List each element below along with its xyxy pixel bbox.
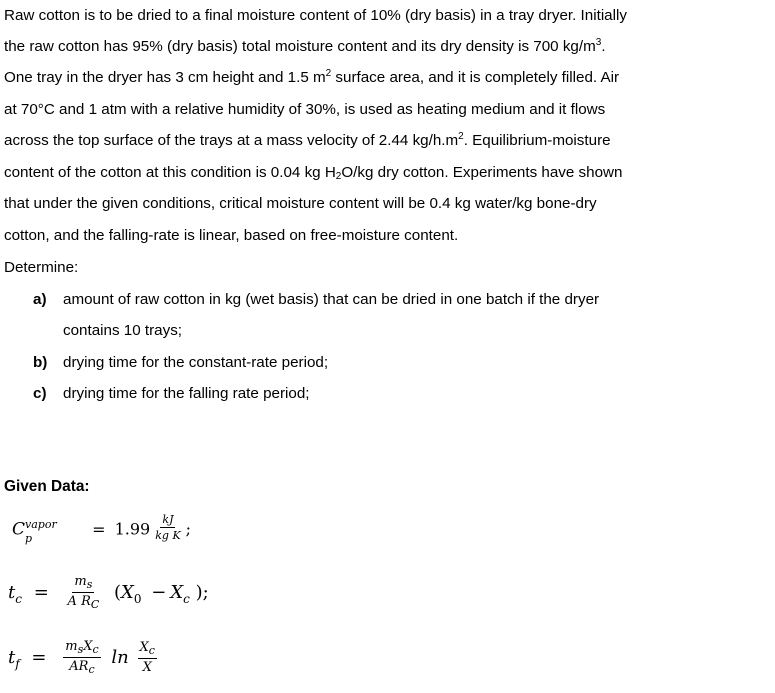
determine-label: Determine: <box>4 259 79 276</box>
tc-open-paren: ( <box>114 582 122 604</box>
tf-num-m-sub: s <box>77 643 84 656</box>
tc-num-var: m <box>74 574 87 589</box>
task-a-text: amount of raw cotton in kg (wet basis) that can be dried in one batch if the dryer <box>63 291 600 308</box>
problem-line-2 <box>4 31 760 62</box>
tc-x0-sub: 0 <box>133 592 142 607</box>
tf-num-m: m <box>65 639 78 654</box>
task-a-text-line-2: contains 10 trays; <box>63 322 183 339</box>
problem-line-3 <box>4 62 760 93</box>
problem-line-1 <box>4 0 760 31</box>
tf-den-sub: c <box>88 663 95 677</box>
problem-line-7 <box>4 188 760 219</box>
tc-den-sub: C <box>90 598 100 612</box>
problem-line-6 <box>4 157 760 188</box>
tc-denominator <box>66 593 102 611</box>
cp-unit-fraction <box>153 514 182 542</box>
task-b-label: b) <box>33 354 48 371</box>
tf-ln-num-sub: c <box>148 643 155 657</box>
cp-superscript: vapor <box>25 518 57 531</box>
cp-unit-numerator: kJ <box>160 514 175 528</box>
problem-line-2-end: . <box>601 38 606 55</box>
tf-subscript: f <box>15 657 20 672</box>
square-superscript: 2 <box>325 68 332 79</box>
tc-numerator <box>72 575 94 593</box>
tf-symbol: t <box>8 647 16 669</box>
tc-symbol: t <box>8 582 16 604</box>
equation-tc <box>8 575 209 611</box>
tc-fraction <box>66 575 102 611</box>
cp-semicolon: ; <box>185 519 192 539</box>
problem-line-5-text: across the top surface of the trays at a mass velocity of 2.44 kg/h.m <box>4 132 459 149</box>
tc-den-r: R <box>81 594 91 610</box>
given-data-heading: Given Data: <box>4 478 90 495</box>
problem-line-2-text: the raw cotton has 95% (dry basis) total moisture content and its dry density is 700 kg/m <box>4 38 596 55</box>
tc-x0: X <box>121 582 134 604</box>
tf-numerator <box>63 640 100 658</box>
problem-line-7-text: that under the given conditions, critical moisture content will be 0.4 kg water/kg bone-dry <box>4 195 597 212</box>
cp-symbol: C <box>12 519 26 540</box>
tf-num-x: X <box>83 639 93 654</box>
cp-unit-denominator: kg K <box>155 529 181 543</box>
problem-line-4 <box>4 94 760 125</box>
tf-den-ar: AR <box>69 659 89 675</box>
tf-equals: = <box>31 647 47 669</box>
problem-line-6-end: O/kg dry cotton. Experiments have shown <box>341 164 623 181</box>
tf-ln: ln <box>111 647 129 669</box>
tc-den-a: A <box>67 594 77 610</box>
equation-tf <box>8 640 160 676</box>
task-c-label: c) <box>33 385 47 402</box>
tc-num-sub: s <box>86 578 93 591</box>
tc-minus: − <box>151 582 167 604</box>
problem-line-8-text: cotton, and the falling-rate is linear, based on free-moisture content. <box>4 227 459 244</box>
tf-ln-num-x: X <box>139 639 149 655</box>
tf-ln-fraction <box>138 641 157 675</box>
tc-xc-sub: c <box>183 592 190 607</box>
tc-equals: = <box>33 582 49 604</box>
problem-line-1-text: Raw cotton is to be dried to a final moisture content of 10% (dry basis) in a tray dryer. Initially <box>4 7 627 24</box>
tf-fraction <box>63 640 100 676</box>
problem-line-3-end: surface area, and it is completely filled. Air <box>331 69 620 86</box>
task-a-label: a) <box>33 291 47 308</box>
cp-subscript: p <box>25 532 33 545</box>
tf-denominator <box>67 658 96 676</box>
cp-value: 1.99 <box>114 519 151 539</box>
problem-line-8 <box>4 220 760 251</box>
water-subscript: 2 <box>335 171 342 182</box>
problem-line-6-text: content of the cotton at this condition is 0.04 kg H <box>4 164 336 181</box>
square-superscript-2: 2 <box>458 131 464 142</box>
problem-line-4-text: at 70°C and 1 atm with a relative humidity of 30%, is used as heating medium and it flows <box>4 101 606 118</box>
tc-xc: X <box>170 582 184 604</box>
tc-subscript: c <box>15 592 22 607</box>
problem-line-3-text: One tray in the dryer has 3 cm height and 1.5 m <box>4 69 326 86</box>
equation-cp <box>12 513 192 545</box>
problem-line-5-end: . Equilibrium-moisture <box>463 132 611 149</box>
task-b-text: drying time for the constant-rate period; <box>63 354 329 371</box>
tf-ln-numerator <box>138 641 157 659</box>
task-c-text: drying time for the falling rate period; <box>63 385 310 402</box>
tf-num-x-sub: c <box>92 643 99 656</box>
problem-line-5 <box>4 125 760 156</box>
tf-ln-denominator: X <box>142 660 152 675</box>
tc-close: ); <box>195 582 209 604</box>
cubic-superscript: 3 <box>595 37 602 48</box>
cp-equals: = <box>92 519 106 539</box>
